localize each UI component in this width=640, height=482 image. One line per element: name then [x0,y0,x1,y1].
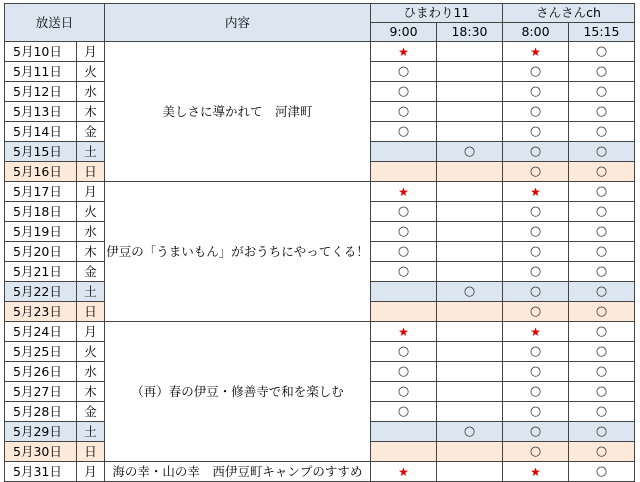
slot-cell [437,42,503,62]
header-date: 放送日 [5,4,105,42]
day-of-week: 木 [77,242,105,262]
circle-icon: ○ [595,344,608,359]
broadcast-date: 5月29日 [5,422,77,442]
day-of-week: 月 [77,42,105,62]
day-of-week: 日 [77,442,105,462]
broadcast-date: 5月16日 [5,162,77,182]
slot-cell [371,262,437,282]
broadcast-date: 5月28日 [5,402,77,422]
circle-icon: ○ [595,424,608,439]
circle-icon: ○ [529,304,542,319]
slot-cell [569,42,635,62]
circle-icon: ○ [397,244,410,259]
slot-cell [437,242,503,262]
slot-cell [569,122,635,142]
circle-icon: ○ [595,324,608,339]
slot-cell [437,202,503,222]
slot-cell [569,422,635,442]
slot-cell [437,222,503,242]
circle-icon: ○ [397,264,410,279]
slot-cell [569,342,635,362]
broadcast-date: 5月21日 [5,262,77,282]
circle-icon: ○ [595,164,608,179]
slot-cell [437,382,503,402]
day-of-week: 木 [77,382,105,402]
broadcast-date: 5月10日 [5,42,77,62]
slot-cell [569,382,635,402]
day-of-week: 日 [77,162,105,182]
star-icon: ★ [530,324,541,339]
circle-icon: ○ [595,444,608,459]
slot-cell [371,342,437,362]
circle-icon: ○ [595,124,608,139]
circle-icon: ○ [529,84,542,99]
slot-cell [371,202,437,222]
slot-cell [503,62,569,82]
circle-icon: ○ [397,384,410,399]
circle-icon: ○ [463,144,476,159]
slot-cell [437,162,503,182]
circle-icon: ○ [529,144,542,159]
day-of-week: 金 [77,122,105,142]
slot-cell [371,442,437,462]
slot-cell [503,282,569,302]
slot-cell [503,242,569,262]
star-icon: ★ [530,184,541,199]
slot-cell [503,382,569,402]
circle-icon: ○ [529,124,542,139]
slot-cell [569,222,635,242]
slot-cell [371,102,437,122]
slot-cell [503,182,569,202]
circle-icon: ○ [463,424,476,439]
circle-icon: ○ [529,404,542,419]
broadcast-date: 5月27日 [5,382,77,402]
slot-cell [371,282,437,302]
star-icon: ★ [530,464,541,479]
slot-cell [371,122,437,142]
slot-cell [437,262,503,282]
table-row [5,182,635,202]
table-row [5,322,635,342]
star-icon: ★ [398,324,409,339]
program-content: 美しさに導かれて 河津町 [105,42,371,182]
slot-cell [569,282,635,302]
circle-icon: ○ [397,64,410,79]
slot-cell [569,242,635,262]
day-of-week: 月 [77,462,105,482]
table-row [5,42,635,62]
circle-icon: ○ [529,284,542,299]
broadcast-date: 5月30日 [5,442,77,462]
slot-cell [437,282,503,302]
slot-cell [371,182,437,202]
circle-icon: ○ [595,144,608,159]
broadcast-date: 5月31日 [5,462,77,482]
slot-cell [437,122,503,142]
slot-cell [503,102,569,122]
slot-cell [371,42,437,62]
circle-icon: ○ [397,124,410,139]
day-of-week: 木 [77,102,105,122]
day-of-week: 火 [77,202,105,222]
header-time: 8:00 [503,23,569,42]
circle-icon: ○ [595,404,608,419]
broadcast-date: 5月11日 [5,62,77,82]
slot-cell [371,162,437,182]
circle-icon: ○ [595,84,608,99]
slot-cell [371,62,437,82]
slot-cell [569,262,635,282]
broadcast-date: 5月24日 [5,322,77,342]
header-time: 9:00 [371,23,437,42]
slot-cell [371,382,437,402]
star-icon: ★ [398,464,409,479]
slot-cell [503,322,569,342]
slot-cell [503,162,569,182]
slot-cell [569,82,635,102]
slot-cell [569,162,635,182]
circle-icon: ○ [529,204,542,219]
header-time: 18:30 [437,23,503,42]
slot-cell [437,362,503,382]
circle-icon: ○ [397,404,410,419]
slot-cell [569,462,635,482]
day-of-week: 水 [77,222,105,242]
day-of-week: 土 [77,282,105,302]
circle-icon: ○ [529,64,542,79]
day-of-week: 水 [77,362,105,382]
day-of-week: 火 [77,342,105,362]
slot-cell [503,462,569,482]
slot-cell [371,422,437,442]
day-of-week: 金 [77,262,105,282]
slot-cell [371,302,437,322]
slot-cell [569,202,635,222]
slot-cell [503,302,569,322]
slot-cell [503,122,569,142]
day-of-week: 月 [77,322,105,342]
circle-icon: ○ [595,104,608,119]
slot-cell [371,242,437,262]
circle-icon: ○ [529,424,542,439]
slot-cell [371,462,437,482]
slot-cell [437,182,503,202]
header-row-1 [5,4,635,23]
broadcast-date: 5月14日 [5,122,77,142]
slot-cell [503,222,569,242]
circle-icon: ○ [397,344,410,359]
slot-cell [503,362,569,382]
slot-cell [371,142,437,162]
day-of-week: 火 [77,62,105,82]
circle-icon: ○ [529,244,542,259]
slot-cell [371,362,437,382]
broadcast-date: 5月19日 [5,222,77,242]
slot-cell [371,322,437,342]
slot-cell [437,342,503,362]
broadcast-date: 5月18日 [5,202,77,222]
table-row [5,462,635,482]
slot-cell [503,442,569,462]
circle-icon: ○ [595,204,608,219]
header-channel-himawari: ひまわり11 [371,4,503,23]
program-content: （再）春の伊豆・修善寺で和を楽しむ [105,322,371,462]
star-icon: ★ [530,44,541,59]
slot-cell [437,62,503,82]
day-of-week: 水 [77,82,105,102]
circle-icon: ○ [595,184,608,199]
circle-icon: ○ [397,204,410,219]
slot-cell [371,82,437,102]
circle-icon: ○ [529,344,542,359]
broadcast-date: 5月26日 [5,362,77,382]
circle-icon: ○ [595,264,608,279]
slot-cell [569,142,635,162]
broadcast-date: 5月12日 [5,82,77,102]
circle-icon: ○ [529,444,542,459]
broadcast-date: 5月22日 [5,282,77,302]
slot-cell [437,462,503,482]
circle-icon: ○ [595,244,608,259]
program-content: 海の幸・山の幸 西伊豆町キャンプのすすめ [105,462,371,482]
broadcast-date: 5月25日 [5,342,77,362]
slot-cell [569,182,635,202]
broadcast-date: 5月23日 [5,302,77,322]
header-time: 15:15 [569,23,635,42]
slot-cell [503,402,569,422]
schedule-body [5,42,635,482]
slot-cell [371,222,437,242]
circle-icon: ○ [397,104,410,119]
slot-cell [503,422,569,442]
slot-cell [569,322,635,342]
slot-cell [437,442,503,462]
day-of-week: 金 [77,402,105,422]
circle-icon: ○ [529,364,542,379]
slot-cell [503,82,569,102]
day-of-week: 土 [77,422,105,442]
circle-icon: ○ [595,304,608,319]
broadcast-schedule-table [4,3,635,482]
broadcast-date: 5月13日 [5,102,77,122]
circle-icon: ○ [529,164,542,179]
slot-cell [503,142,569,162]
header-channel-sansan: さんさんch [503,4,635,23]
circle-icon: ○ [397,84,410,99]
circle-icon: ○ [595,64,608,79]
circle-icon: ○ [397,224,410,239]
slot-cell [503,262,569,282]
slot-cell [437,402,503,422]
slot-cell [569,302,635,322]
circle-icon: ○ [463,284,476,299]
program-content: 伊豆の「うまいもん」がおうちにやってくる！ [105,182,371,322]
slot-cell [437,82,503,102]
circle-icon: ○ [529,104,542,119]
slot-cell [371,402,437,422]
slot-cell [437,142,503,162]
slot-cell [503,342,569,362]
circle-icon: ○ [529,224,542,239]
circle-icon: ○ [595,364,608,379]
header-content: 内容 [105,4,371,42]
slot-cell [437,322,503,342]
broadcast-date: 5月20日 [5,242,77,262]
slot-cell [503,202,569,222]
circle-icon: ○ [595,384,608,399]
slot-cell [437,102,503,122]
circle-icon: ○ [397,364,410,379]
slot-cell [569,102,635,122]
slot-cell [569,362,635,382]
slot-cell [569,402,635,422]
slot-cell [437,302,503,322]
slot-cell [569,442,635,462]
circle-icon: ○ [595,464,608,479]
circle-icon: ○ [595,284,608,299]
circle-icon: ○ [595,44,608,59]
star-icon: ★ [398,184,409,199]
day-of-week: 日 [77,302,105,322]
circle-icon: ○ [529,264,542,279]
slot-cell [437,422,503,442]
broadcast-date: 5月15日 [5,142,77,162]
circle-icon: ○ [529,384,542,399]
circle-icon: ○ [595,224,608,239]
slot-cell [503,42,569,62]
slot-cell [569,62,635,82]
day-of-week: 土 [77,142,105,162]
day-of-week: 月 [77,182,105,202]
star-icon: ★ [398,44,409,59]
broadcast-date: 5月17日 [5,182,77,202]
